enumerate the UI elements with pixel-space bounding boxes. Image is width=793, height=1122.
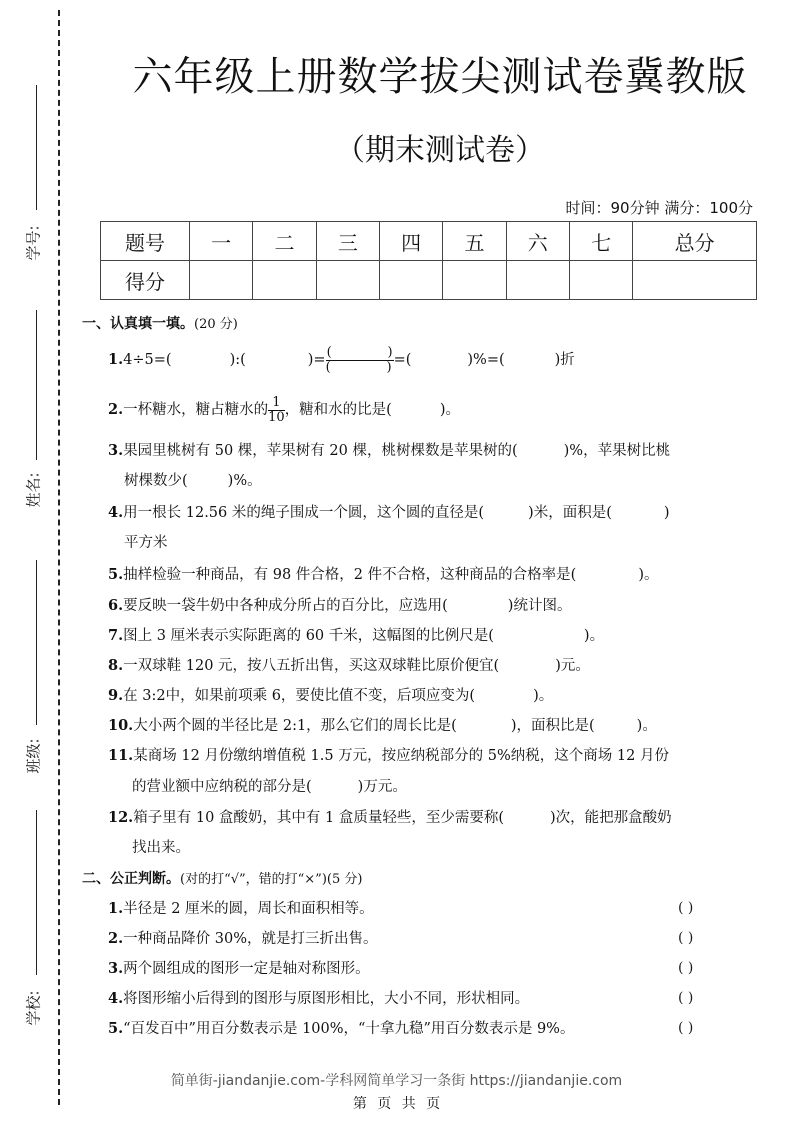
question-1-2: 2.一杯糖水，糖占糖水的 $\frac{1}{10}$ ，糖和水的比是( )。: [108, 394, 461, 425]
student-name-field: [10, 310, 50, 510]
student-id-underline[interactable]: [36, 85, 37, 210]
question-1-7: 7.图上 3 厘米表示实际距离的 60 千米，这幅图的比例尺是( )。: [108, 627, 605, 644]
school-label: 学校:: [24, 990, 43, 1026]
judge-answer-box-4[interactable]: ( ): [678, 990, 694, 1006]
header-cell-5: 五: [443, 222, 506, 261]
section-2-title: 二、公正判断。: [82, 871, 180, 887]
judge-question-3: 3.两个圆组成的图形一定是轴对称图形。: [108, 960, 370, 977]
score-cell-4[interactable]: [379, 261, 442, 300]
score-cell-total[interactable]: [633, 261, 757, 300]
section-1-heading: [82, 313, 238, 333]
header-cell-total: 总分: [633, 222, 757, 261]
fraction-one-tenth: $\frac{1}{10}$: [268, 394, 285, 425]
footer-watermark: 简单街-jiandanjie.com-学科网简单学习一条街 https://jiandanjie.com: [170, 1073, 623, 1089]
score-cell-1[interactable]: [190, 261, 253, 300]
header-cell-1: 一: [190, 222, 253, 261]
judge-answer-box-3[interactable]: ( ): [678, 960, 694, 976]
question-1-1: 1.4÷5=( ):( )= ( ) ( ) =( )%=( )折: [108, 344, 575, 375]
header-cell-6: 六: [506, 222, 569, 261]
fraction-blank[interactable]: ( ) ( ): [325, 344, 393, 375]
question-1-12-cont: 找出来。: [132, 840, 190, 856]
school-field: [10, 810, 50, 1040]
exam-title: 六年级上册数学拔尖测试卷冀教版: [132, 54, 748, 100]
question-1-4-cont: 平方米: [124, 535, 168, 551]
binding-cut-line: [58, 10, 60, 1105]
section-2-instructions: (对的打“√”，错的打“×”)(5 分): [180, 872, 363, 887]
student-id-field: [10, 85, 50, 265]
section-1-title: 一、认真填一填。: [82, 316, 194, 332]
header-cell-3: 三: [316, 222, 379, 261]
student-name-label: 姓名:: [24, 472, 43, 508]
section-1-points: (20 分): [194, 317, 238, 332]
section-2-heading: [82, 868, 362, 888]
judge-question-2: 2.一种商品降价 30%，就是打三折出售。: [108, 930, 378, 947]
class-field: [10, 560, 50, 780]
question-1-11-cont: 的营业额中应纳税的部分是( )万元。: [132, 779, 407, 795]
score-cell-3[interactable]: [316, 261, 379, 300]
header-cell-7: 七: [569, 222, 632, 261]
judge-answer-box-2[interactable]: ( ): [678, 930, 694, 946]
score-table-score-row: [101, 261, 757, 300]
question-1-6: 6.要反映一袋牛奶中各种成分所占的百分比，应选用( )统计图。: [108, 597, 572, 614]
class-underline[interactable]: [36, 560, 37, 725]
judge-answer-box-5[interactable]: ( ): [678, 1020, 694, 1036]
question-1-3-cont: 树棵数少( )%。: [124, 473, 262, 489]
score-cell-5[interactable]: [443, 261, 506, 300]
class-label: 班级:: [24, 738, 43, 774]
header-cell-4: 四: [379, 222, 442, 261]
score-row-label: 得分: [101, 261, 190, 300]
question-1-3: 3.果园里桃树有 50 棵，苹果树有 20 棵，桃树棵数是苹果树的( )%，苹果树比桃: [108, 442, 671, 459]
header-cell-question-no: 题号: [101, 222, 190, 261]
score-table: [100, 221, 757, 300]
score-cell-2[interactable]: [253, 261, 316, 300]
header-cell-2: 二: [253, 222, 316, 261]
student-id-label: 学号:: [24, 225, 43, 261]
question-1-4: 4.用一根长 12.56 米的绳子围成一个圆，这个圆的直径是( )米，面积是( ): [108, 504, 670, 521]
school-underline[interactable]: [36, 810, 37, 975]
question-1-11: 11.某商场 12 月份缴纳增值税 1.5 万元，按应纳税部分的 5%纳税，这个商场 12 月份: [108, 747, 669, 764]
student-name-underline[interactable]: [36, 310, 37, 460]
score-table-header-row: [101, 222, 757, 261]
exam-time-and-score: 时间：90分钟 满分：100分: [565, 199, 753, 217]
judge-question-5: 5.“百发百中”用百分数表示是 100%，“十拿九稳”用百分数表示是 9%。: [108, 1020, 575, 1037]
score-cell-6[interactable]: [506, 261, 569, 300]
question-1-8: 8.一双球鞋 120 元，按八五折出售，买这双球鞋比原价便宜( )元。: [108, 657, 590, 674]
judge-answer-box-1[interactable]: ( ): [678, 900, 694, 916]
question-1-12: 12.箱子里有 10 盒酸奶，其中有 1 盒质量轻些，至少需要称( )次，能把那盒酸奶: [108, 809, 672, 826]
question-1-5: 5.抽样检验一种商品，有 98 件合格，2 件不合格，这种商品的合格率是( )。: [108, 566, 659, 583]
page-number: 第 页 共 页: [352, 1096, 441, 1112]
score-cell-7[interactable]: [569, 261, 632, 300]
judge-question-4: 4.将图形缩小后得到的图形与原图形相比，大小不同，形状相同。: [108, 990, 530, 1007]
question-1-10: 10.大小两个圆的半径比是 2:1，那么它们的周长比是( )，面积比是( )。: [108, 717, 657, 734]
judge-question-1: 1.半径是 2 厘米的圆，周长和面积相等。: [108, 900, 374, 917]
exam-subtitle: （期末测试卷）: [335, 133, 545, 168]
question-1-9: 9.在 3:2中，如果前项乘 6，要使比值不变，后项应变为( )。: [108, 687, 554, 704]
